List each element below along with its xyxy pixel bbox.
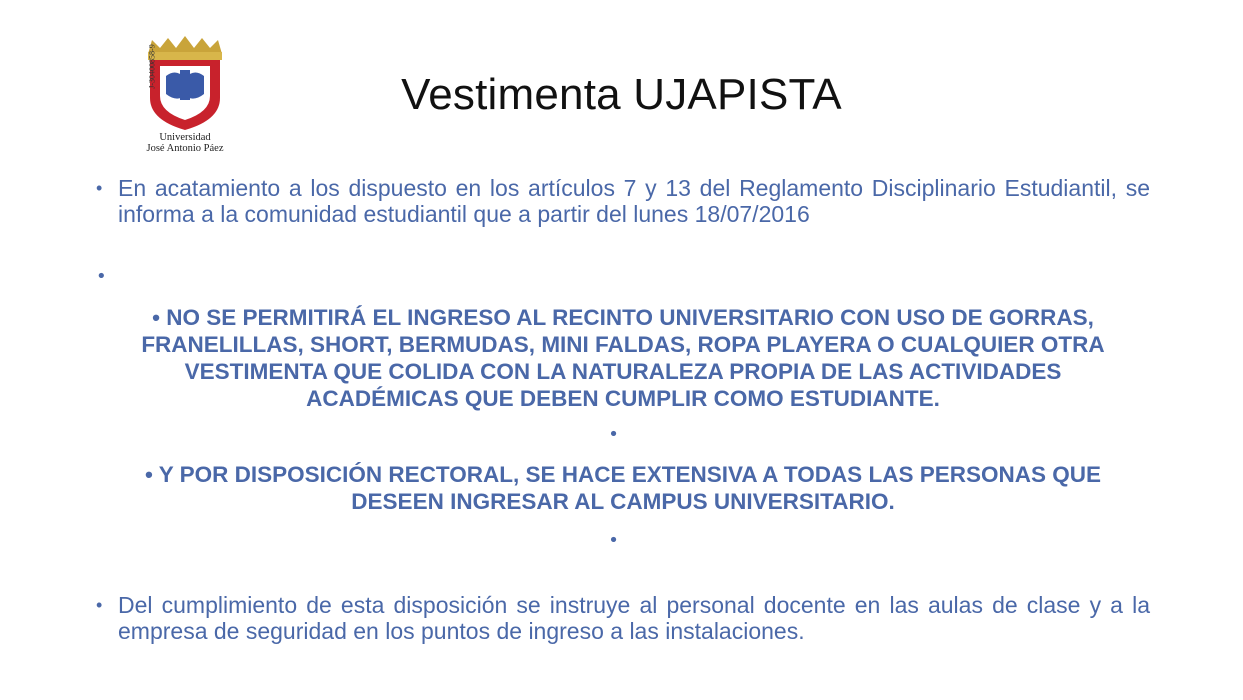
bullet-marker: •: [145, 462, 153, 487]
logo-name-line2: José Antonio Páez: [146, 143, 224, 154]
bullet-compliance: [96, 592, 1150, 644]
bullet-text: NO SE PERMITIRÁ EL INGRESO AL RECINTO UNIVERSITARIO CON USO DE GORRAS, FRANELILLAS, SHORT, BERMUDAS, MINI FALDAS, ROPA PLAYERA O CUALQUIER OTRA VESTIMENTA QUE COLIDA CON LA NATURALEZA PROPIA DE LAS ACTIVIDADES ACADÉMICAS QUE DEBEN CUMPLIR COMO ESTUDIANTE.: [141, 305, 1105, 411]
bullet-announcement: [96, 175, 1150, 227]
bullet-text: En acatamiento a los dispuesto en los artículos 7 y 13 del Reglamento Disciplinario Estudiantil, se informa a la comunidad estudiantil que a partir del lunes 18/07/2016: [118, 175, 1150, 227]
slide-title: Vestimenta UJAPISTA: [401, 70, 842, 119]
empty-bullet-marker: •: [96, 266, 107, 287]
logo-university-name: [130, 132, 240, 154]
logo-name-line1: Universidad: [159, 132, 211, 143]
bullet-marker: •: [96, 595, 103, 615]
empty-bullet-marker: •: [608, 530, 619, 551]
bullet-marker: •: [152, 305, 160, 330]
logo-serial-number: J-30400858-9: [147, 44, 157, 89]
bullet-text: Del cumplimiento de esta disposición se instruye al personal docente en las aulas de clase y a la empresa de seguridad en los puntos de ingreso a las instalaciones.: [118, 592, 1150, 644]
bullet-marker: •: [96, 178, 103, 198]
empty-bullet-marker: •: [608, 424, 619, 445]
bullet-rectoral-disposition: [128, 461, 1118, 515]
bullet-prohibition: [128, 304, 1118, 412]
bullet-text: Y POR DISPOSICIÓN RECTORAL, SE HACE EXTENSIVA A TODAS LAS PERSONAS QUE DESEEN INGRESAR AL CAMPUS UNIVERSITARIO.: [158, 462, 1101, 514]
